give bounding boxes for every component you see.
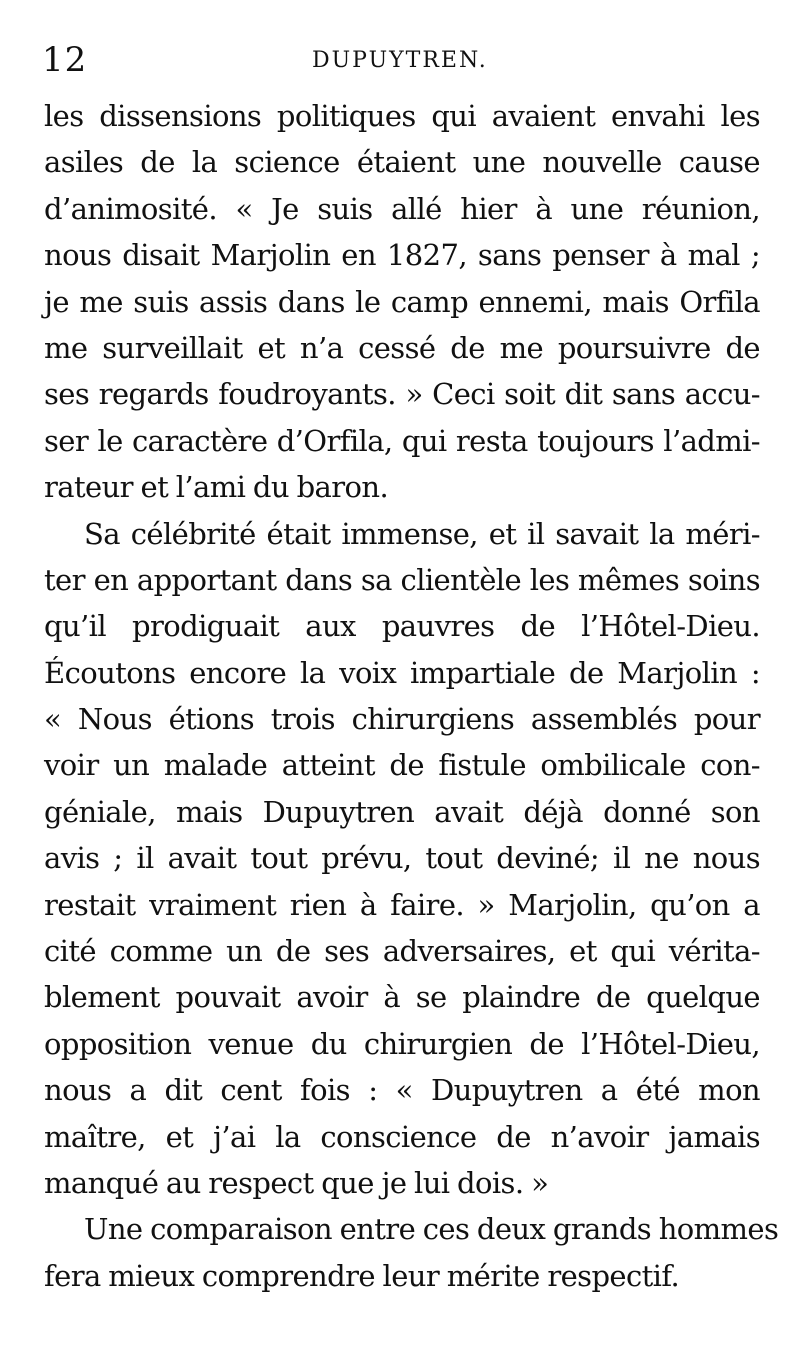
text-line: me surveillait et n’a cessé de me poursuivre de [44, 330, 760, 365]
text-line: opposition venue du chirurgien de l’Hôtel-Dieu, [44, 1026, 760, 1061]
text-line: manqué au respect que je lui dois. » [44, 1165, 549, 1200]
page-header [42, 38, 762, 82]
text-line: blement pouvait avoir à se plaindre de quelque [44, 980, 760, 1015]
text-line: géniale, mais Dupuytren avait déjà donné son [44, 794, 760, 829]
running-title: DUPUYTREN. [312, 48, 488, 73]
text-line: ser le caractère d’Orfila, qui resta toujours l’admi- [44, 423, 760, 458]
text-line: d’animosité. « Je suis allé hier à une réunion, [44, 191, 760, 226]
text-line: asiles de la science étaient une nouvelle cause [44, 145, 760, 180]
text-line: fera mieux comprendre leur mérite respectif. [44, 1258, 680, 1293]
text-line: qu’il prodiguait aux pauvres de l’Hôtel-Dieu. [44, 609, 760, 644]
text-line: restait vraiment rien à faire. » Marjolin, qu’on a [44, 887, 760, 922]
body-text [44, 93, 779, 1299]
paragraph-start-line: Une comparaison entre ces deux grands hommes [84, 1212, 779, 1247]
text-line: les dissensions politiques qui avaient envahi les [44, 99, 760, 133]
text-line: « Nous étions trois chirurgiens assemblés pour [44, 702, 760, 737]
text-line: maître, et j’ai la conscience de n’avoir jamais [44, 1119, 760, 1154]
text-line: nous a dit cent fois : « Dupuytren a été mon [44, 1073, 760, 1108]
text-line: ses regards foudroyants. » Ceci soit dit sans accu- [44, 377, 760, 412]
text-line: avis ; il avait tout prévu, tout deviné; il ne nous [44, 841, 760, 876]
text-line: cité comme un de ses adversaires, et qui vérita- [44, 934, 760, 969]
text-line: ter en apportant dans sa clientèle les mêmes soins [44, 562, 760, 597]
text-line: rateur et l’ami du baron. [44, 470, 389, 505]
page-number: 12 [42, 40, 88, 80]
text-line: voir un malade atteint de fistule ombilicale con- [44, 748, 760, 783]
text-line: je me suis assis dans le camp ennemi, mais Orfila [44, 284, 760, 319]
text-line: Écoutons encore la voix impartiale de Marjolin : [44, 655, 760, 690]
paragraph-start-line: Sa célébrité était immense, et il savait la méri- [84, 516, 760, 551]
text-line: nous disait Marjolin en 1827, sans penser à mal ; [44, 238, 760, 273]
